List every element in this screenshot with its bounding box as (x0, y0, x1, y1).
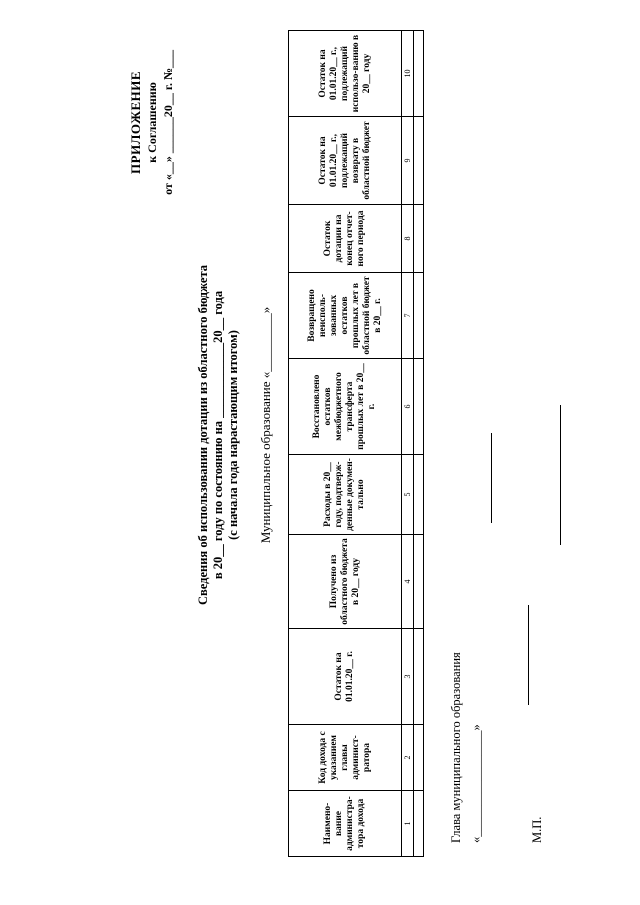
column-header: Остаток на 01.01.20__ г., подлежащий возврату в областной бюджет (289, 117, 402, 205)
table-cell (414, 205, 424, 273)
table-header-row (289, 31, 402, 857)
heading-line-1: Сведения об использовании дотации из областного бюджета (196, 265, 210, 605)
column-header: Остаток на 01.01.20__ г., подлежащий использо-ванию в 20__ году (289, 31, 402, 117)
table-row (414, 31, 424, 857)
signature-line (491, 433, 492, 523)
column-header: Остаток на 01.01.20__ г. (289, 629, 402, 725)
table-cell (414, 117, 424, 205)
column-number: 8 (402, 205, 414, 273)
signature-line (560, 405, 561, 545)
table-cell (414, 455, 424, 535)
column-header: Расходы в 20__ году, подтверж-денные докумен-тально (289, 455, 402, 535)
table-cell (414, 629, 424, 725)
stamp-label: М.П. (530, 816, 544, 843)
budget-table (288, 30, 424, 857)
quote-line: «_________________» (469, 724, 483, 843)
table-cell (414, 725, 424, 791)
head-label: Глава муниципального образования (449, 652, 463, 843)
appendix-block (128, 50, 176, 195)
column-number: 10 (402, 31, 414, 117)
column-number: 4 (402, 535, 414, 629)
column-number-row (402, 31, 414, 857)
column-header: Возвращено неисполь-зованных остатков прошлых лет в областной бюджет в 20__ г. (289, 273, 402, 359)
report-heading (196, 225, 241, 645)
table-cell (414, 273, 424, 359)
table-cell (414, 535, 424, 629)
signature-block (446, 652, 486, 843)
table-cell (414, 791, 424, 857)
column-number: 7 (402, 273, 414, 359)
appendix-agreement: к Соглашению (145, 82, 159, 163)
column-header: Восстановлено остатков межбюджетного трансферта прошлых лет в 20__ г. (289, 359, 402, 455)
column-number: 6 (402, 359, 414, 455)
appendix-title: ПРИЛОЖЕНИЕ (128, 70, 143, 174)
column-header: Наимено-вание администра-тора дохода (289, 791, 402, 857)
column-number: 1 (402, 791, 414, 857)
column-header: Получено из областного бюджета в 20__ году (289, 535, 402, 629)
column-number: 2 (402, 725, 414, 791)
column-number: 3 (402, 629, 414, 725)
appendix-date-line: от «__» ______20__ г. №___ (161, 50, 175, 195)
municipality-line: Муниципальное образование «_________» (258, 306, 273, 544)
heading-line-2: в 20__ году по состоянию на ____________20__ года (211, 290, 225, 580)
table-cell (414, 359, 424, 455)
column-number: 5 (402, 455, 414, 535)
column-number: 9 (402, 117, 414, 205)
column-header: Остаток дотации на конец отчет-ного периода (289, 205, 402, 273)
heading-line-3: (с начала года нарастающим итогом) (226, 330, 240, 540)
signature-line (528, 605, 529, 705)
column-header: Код дохода с указанием главы админист-ратора (289, 725, 402, 791)
table-cell (414, 31, 424, 117)
